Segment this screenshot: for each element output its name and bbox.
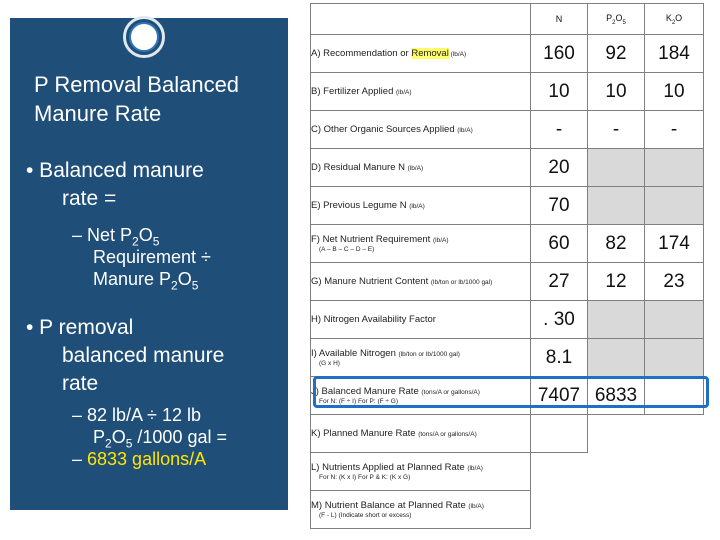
cell-n: 7407 (531, 377, 588, 415)
row-label: H) Nitrogen Availability Factor (311, 301, 531, 339)
cell-k-shaded (645, 339, 704, 377)
cell-k: 23 (645, 263, 704, 301)
table-row (311, 111, 704, 149)
row-label: L) Nutrients Applied at Planned Rate (lb/A) For N: (K x I) For P & K: (K x G) (311, 453, 531, 491)
cell-n (531, 491, 588, 529)
slide-title (34, 70, 284, 128)
bullet-p-removal (26, 314, 224, 398)
cell-n: 160 (531, 35, 588, 73)
row-label: A) Recommendation or Removal (lb/A) (311, 35, 531, 73)
cell-k (645, 453, 704, 491)
calc-line-3: – 6833 gallons/A (72, 449, 207, 469)
cell-k: 184 (645, 35, 704, 73)
cell-k: - (645, 111, 704, 149)
bullet-2-line-1: • P removal (26, 316, 134, 339)
formula-line-2: Requirement ÷ (93, 247, 211, 267)
row-label: F) Net Nutrient Requirement (lb/A) (A – B – C – D – E) (311, 225, 531, 263)
table-row (311, 225, 704, 263)
cell-p-shaded (588, 301, 645, 339)
cell-n: 27 (531, 263, 588, 301)
formula-line-1: – Net $P_2O_5$ (72, 225, 160, 249)
cell-n: 60 (531, 225, 588, 263)
cell-p: 6833 (588, 377, 645, 415)
row-label: G) Manure Nutrient Content (lb/ton or lb/1000 gal) (311, 263, 531, 301)
cell-p-shaded (588, 339, 645, 377)
calc-line-2: $P_2O_5$ /1000 gal = (93, 427, 227, 451)
calc-line-1: – 82 lb/A ÷ 12 lb (72, 405, 201, 425)
balanced-rate-highlight (313, 376, 709, 408)
header-p2o5: $P_2O_5$ (588, 4, 645, 35)
title-line-2: Manure Rate (34, 101, 162, 126)
bullet-1-line-2: rate = (62, 187, 117, 210)
table-row (311, 263, 704, 301)
row-label: M) Nutrient Balance at Planned Rate (lb/A) (F - L) (Indicate short or excess) (311, 491, 531, 529)
formula-line-3: Manure $P_2O_5$ (93, 269, 199, 293)
cell-p: 10 (588, 73, 645, 111)
table-row (311, 149, 704, 187)
row-label: J) Balanced Manure Rate (tons/A or gallons/A) For N: (F ÷ I) For P: (F ÷ G) (311, 377, 531, 415)
cell-k-shaded (645, 187, 704, 225)
header-blank (311, 4, 531, 35)
table-header-row (311, 4, 704, 35)
cell-n: 10 (531, 73, 588, 111)
table-row (311, 35, 704, 73)
removal-highlight: Removal (411, 48, 449, 59)
cell-k (645, 415, 704, 453)
cell-n: - (531, 111, 588, 149)
cell-n: . 30 (531, 301, 588, 339)
cell-k-shaded (645, 149, 704, 187)
cell-k (645, 491, 704, 529)
table-row (311, 339, 704, 377)
title-line-1: P Removal Balanced (34, 72, 240, 97)
calc-result: 6833 gallons/A (87, 449, 207, 469)
cell-n (531, 415, 588, 453)
table-row (311, 491, 704, 529)
cell-n: 70 (531, 187, 588, 225)
bullet-2-line-3: rate (62, 372, 99, 395)
cell-k: 174 (645, 225, 704, 263)
table-row (311, 301, 704, 339)
row-label: I) Available Nitrogen (lb/ton or lb/1000 gal) (G x H) (311, 339, 531, 377)
table-row (311, 415, 704, 453)
row-label: D) Residual Manure N (lb/A) (311, 149, 531, 187)
sub-bullet-calculation (72, 404, 227, 470)
bullet-2-line-2: balanced manure (62, 344, 225, 367)
cell-p: 92 (588, 35, 645, 73)
row-label: E) Previous Legume N (lb/A) (311, 187, 531, 225)
cell-p-shaded (588, 187, 645, 225)
row-label: C) Other Organic Sources Applied (lb/A) (311, 111, 531, 149)
cell-n: 20 (531, 149, 588, 187)
cell-p: 82 (588, 225, 645, 263)
cell-k: 10 (645, 73, 704, 111)
cell-p-shaded (588, 149, 645, 187)
sub-bullet-formula (72, 224, 211, 293)
cell-p: 12 (588, 263, 645, 301)
row-label: K) Planned Manure Rate (tons/A or gallons/A) (311, 415, 531, 453)
cell-k-shaded (645, 301, 704, 339)
table-row (311, 187, 704, 225)
decorative-circle (129, 22, 159, 52)
bullet-1-line-1: • Balanced manure (26, 159, 204, 182)
cell-p (588, 491, 645, 529)
cell-p: - (588, 111, 645, 149)
cell-n (531, 453, 588, 491)
manure-rate-table (310, 3, 704, 529)
header-n: N (531, 4, 588, 35)
panel-divider (288, 0, 308, 540)
cell-p (588, 453, 645, 491)
row-label: B) Fertilizer Applied (lb/A) (311, 73, 531, 111)
cell-n: 8.1 (531, 339, 588, 377)
header-k2o: $K_2O$ (645, 4, 704, 35)
bullet-balanced-rate (26, 157, 204, 213)
cell-p (588, 415, 645, 453)
table-row (311, 453, 704, 491)
table-row (311, 73, 704, 111)
